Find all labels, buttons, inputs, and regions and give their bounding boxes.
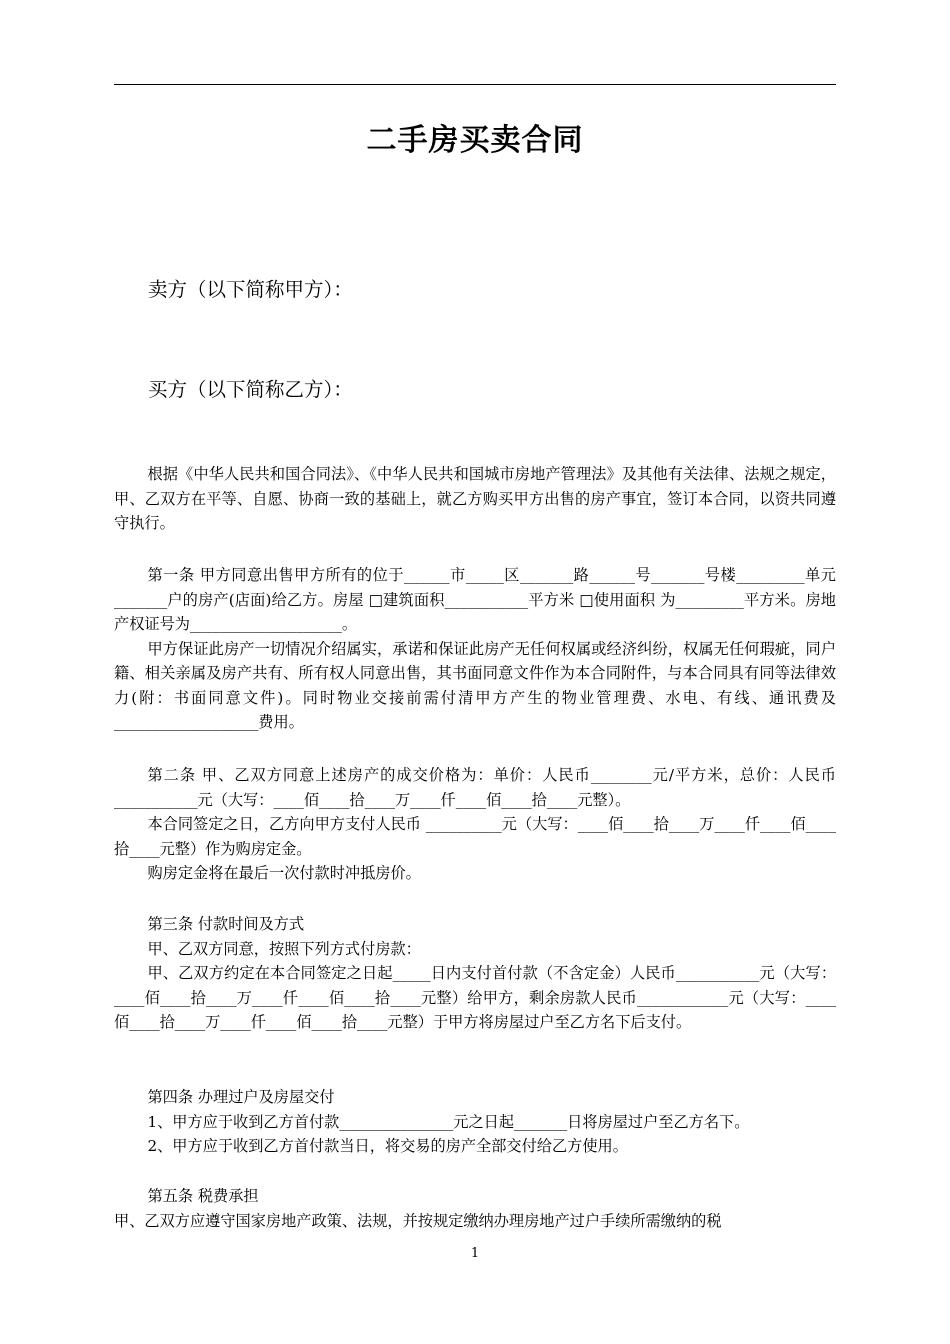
- article-3-heading: 第三条 付款时间及方式: [147, 915, 305, 933]
- article-4-section: [114, 1085, 836, 1159]
- article-5-heading: 第五条 税费承担: [147, 1187, 259, 1205]
- article-3-paragraph-1: 甲、乙双方同意，按照下列方式付房款：: [147, 939, 421, 958]
- article-1-paragraph-2: 甲方保证此房产一切情况介绍属实，承诺和保证此房产无任何权属或经济纠纷，权属无任何瑕疵，同户籍、相关亲属及房产共有、所有权人同意出售，其书面同意文件作为本合同附件，与本合同具有同等法律效力(附：书面同意文件)。同时物业交接前需付清甲方产生的物业管理费、水电、有线、通讯费及___________________费用。: [114, 639, 836, 731]
- article-4-item-1: 1、甲方应于收到乙方首付款_______________元之日起_______日将房屋过户至乙方名下。: [147, 1112, 750, 1131]
- article-1-paragraph-1: 第一条 甲方同意出售甲方所有的位于______市_____区_______路______号_______号楼_________单元_______户的房产(店面)给乙方。房屋 □建筑面积___________平方米 □使用面积 为_________平方米。房地产权证号为____________________。: [114, 566, 836, 633]
- buyer-label: 买方（以下简称乙方）：: [148, 378, 353, 401]
- preamble-paragraph: 根据《中华人民共和国合同法》、《中华人民共和国城市房地产管理法》及其他有关法律、法规之规定，甲、乙双方在平等、自愿、协商一致的基础上，就乙方购买甲方出售的房产事宜，签订本合同，以资共同遵守执行。: [114, 465, 836, 532]
- preamble-section: [114, 462, 836, 536]
- article-5-section: [114, 1184, 836, 1233]
- article-3-section: [114, 912, 836, 1035]
- article-2-section: [114, 763, 836, 886]
- header-rule: [114, 84, 836, 85]
- article-2-paragraph-3: 购房定金将在最后一次付款时冲抵房价。: [147, 864, 421, 882]
- article-4-item-2: 2、甲方应于收到乙方首付款当日，将交易的房产全部交付给乙方使用。: [147, 1137, 628, 1155]
- page-number: 1: [470, 1246, 480, 1261]
- article-2-paragraph-2: 本合同签定之日，乙方向甲方支付人民币 __________元（大写：____佰____拾____万____仟____佰____拾____元整）作为购房定金。: [114, 815, 836, 858]
- article-5-paragraph-1: 甲、乙双方应遵守国家房地产政策、法规，并按规定缴纳办理房地产过户手续所需缴纳的税: [114, 1211, 722, 1230]
- article-4-heading: 第四条 办理过户及房屋交付: [147, 1088, 335, 1106]
- article-3-paragraph-2: 甲、乙双方约定在本合同签定之日起_____日内支付首付款（不含定金）人民币___________元（大写：____佰____拾____万____仟____佰____拾____元整）给甲方，剩余房款人民币____________元（大写：____佰____拾____万____仟____佰____拾____元整）于甲方将房屋过户至乙方名下后支付。: [114, 964, 836, 1031]
- contract-title: 二手房买卖合同: [366, 123, 584, 158]
- article-2-paragraph-1: 第二条 甲、乙双方同意上述房产的成交价格为：单价：人民币________元/平方米，总价：人民币___________元（大写：____佰____拾____万____仟____佰____拾____元整）。: [114, 766, 836, 809]
- seller-label: 卖方（以下简称甲方）：: [148, 278, 353, 301]
- article-1-section: [114, 563, 836, 735]
